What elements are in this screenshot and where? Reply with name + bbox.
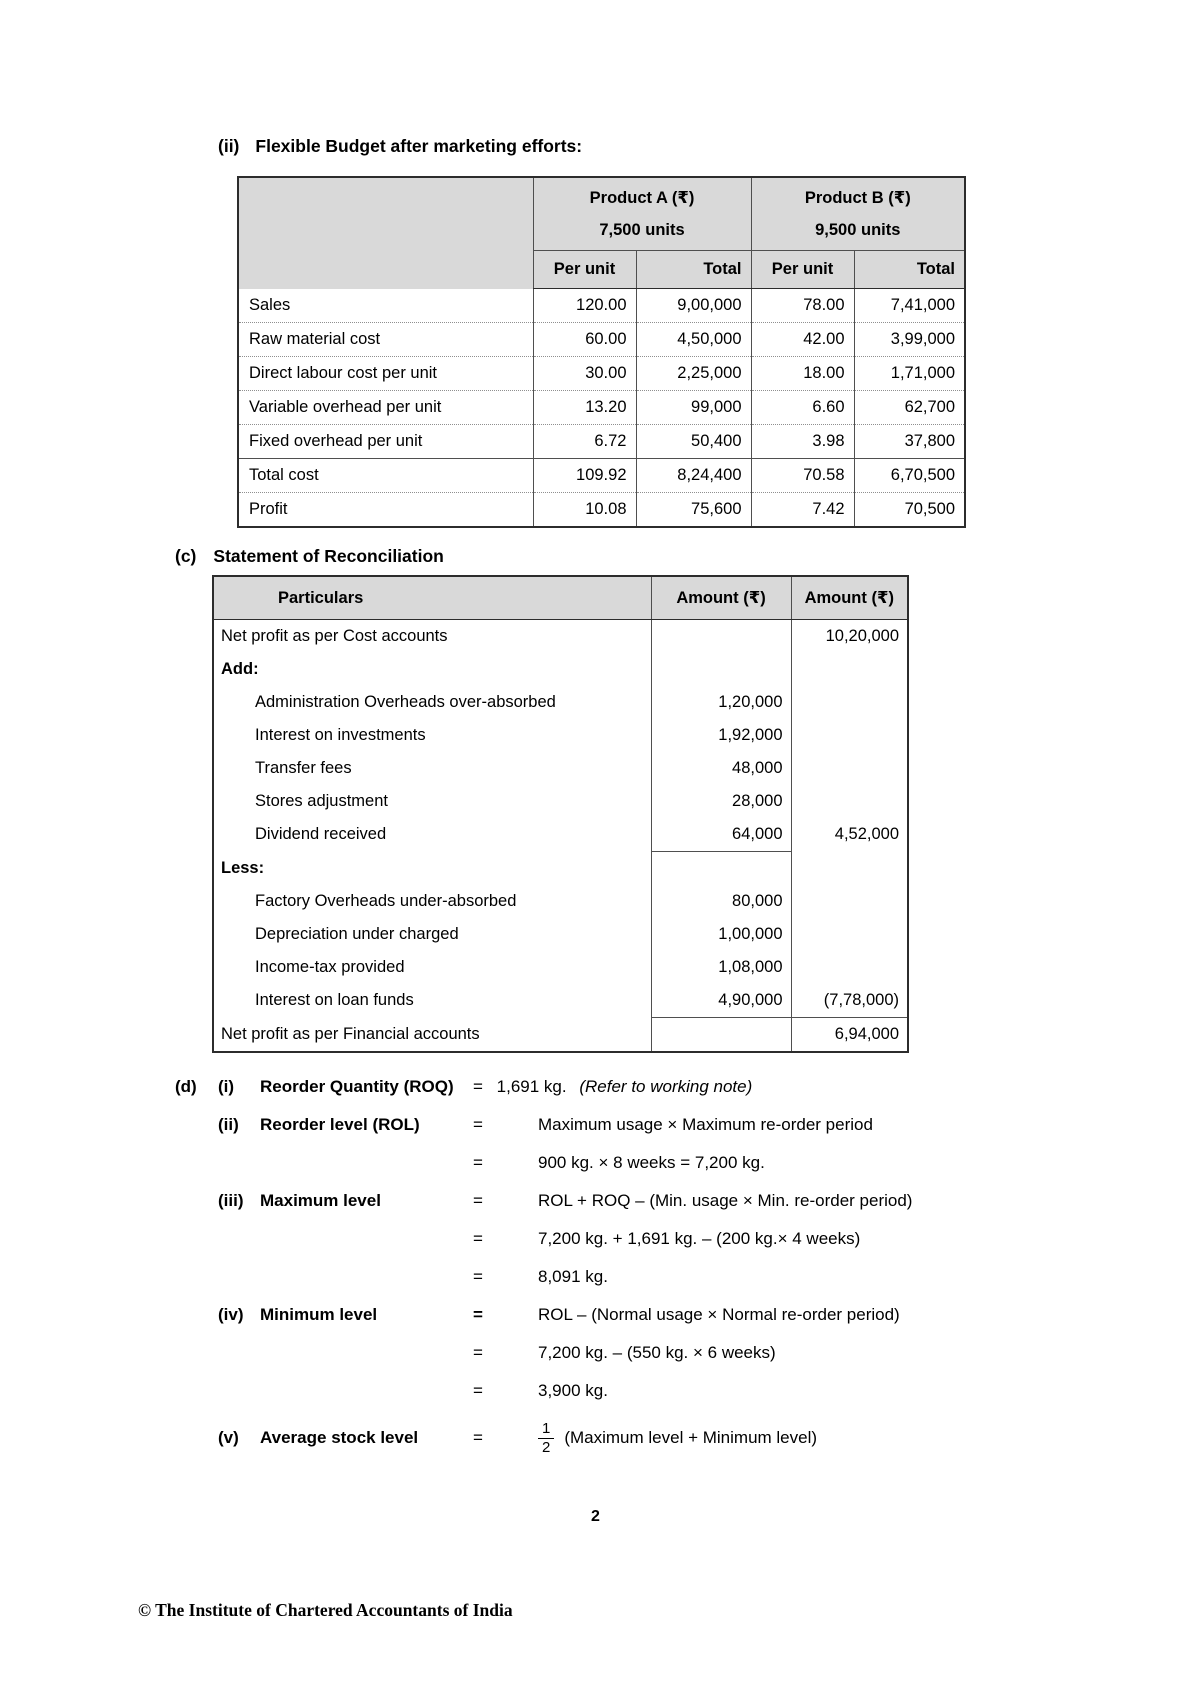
formula-row <box>175 1220 1065 1258</box>
item-label: Reorder level (ROL) <box>260 1115 420 1134</box>
b-total-value: 37,800 <box>854 425 965 459</box>
a-total-value: 2,25,000 <box>636 357 751 391</box>
b-per-unit-value: 78.00 <box>751 289 854 323</box>
col-amount-1: Amount (₹) <box>651 576 791 620</box>
formula-row <box>175 1334 1065 1372</box>
one-half-fraction <box>538 1420 554 1457</box>
section-c-title: Statement of Reconciliation <box>213 546 444 566</box>
amount-2: (7,78,000) <box>791 984 908 1018</box>
fraction-denominator: 2 <box>542 1438 551 1456</box>
formula-line: 8,091 kg. <box>538 1267 608 1286</box>
amount-1: 1,20,000 <box>651 686 791 719</box>
equals-sign: = <box>473 1428 483 1447</box>
stock-level-row-iii <box>175 1182 1065 1220</box>
product-b-name: Product B (₹) <box>804 189 911 207</box>
row-label: Sales <box>238 289 533 323</box>
amount-1: 80,000 <box>651 885 791 918</box>
a-per-unit-value: 30.00 <box>533 357 636 391</box>
product-a-header <box>533 177 751 251</box>
amount-2 <box>791 951 908 984</box>
a-per-unit-value: 120.00 <box>533 289 636 323</box>
amount-2 <box>791 752 908 785</box>
reconciliation-table <box>212 575 909 1053</box>
table-row <box>213 653 908 686</box>
table-row <box>213 1018 908 1053</box>
equals-sign: = <box>473 1115 483 1134</box>
item-label: Minimum level <box>260 1305 378 1324</box>
table-row <box>238 323 965 357</box>
b-per-unit-value: 18.00 <box>751 357 854 391</box>
b-per-unit-value: 70.58 <box>751 459 854 493</box>
section-ii-heading <box>218 136 582 157</box>
row-label: Depreciation under charged <box>255 925 459 943</box>
row-label: Less: <box>221 858 265 877</box>
col-a-total: Total <box>636 251 751 289</box>
row-label: Dividend received <box>255 825 387 844</box>
formula-row <box>175 1144 1065 1182</box>
row-label: Fixed overhead per unit <box>238 425 533 459</box>
b-total-value: 6,70,500 <box>854 459 965 493</box>
a-total-value: 9,00,000 <box>636 289 751 323</box>
item-number: (iv) <box>218 1305 244 1324</box>
b-total-value: 3,99,000 <box>854 323 965 357</box>
col-particulars: Particulars <box>213 576 651 620</box>
roq-value: 1,691 kg. <box>496 1077 567 1096</box>
item-label: Average stock level <box>260 1428 419 1447</box>
formula-line: 3,900 kg. <box>538 1381 608 1400</box>
product-b-header <box>751 177 965 251</box>
a-total-value: 8,24,400 <box>636 459 751 493</box>
row-label: Administration Overheads over-absorbed <box>255 693 556 711</box>
table-row <box>238 289 965 323</box>
amount-2 <box>791 852 908 886</box>
table-row <box>238 425 965 459</box>
amount-2 <box>791 719 908 752</box>
table-row <box>213 752 908 785</box>
average-stock-formula: (Maximum level + Minimum level) <box>564 1428 818 1447</box>
amount-1: 28,000 <box>651 785 791 818</box>
equals-sign: = <box>473 1191 483 1210</box>
product-a-name: Product A (₹) <box>589 189 695 207</box>
a-per-unit-value: 109.92 <box>533 459 636 493</box>
amount-1: 4,90,000 <box>651 984 791 1018</box>
amount-1: 1,08,000 <box>651 951 791 984</box>
b-per-unit-value: 3.98 <box>751 425 854 459</box>
equals-sign: = <box>473 1381 483 1400</box>
amount-1: 1,92,000 <box>651 719 791 752</box>
row-label: Interest on loan funds <box>255 991 414 1010</box>
amount-2 <box>791 885 908 918</box>
row-label: Stores adjustment <box>255 792 388 810</box>
col-amount-2: Amount (₹) <box>791 576 908 620</box>
b-per-unit-value: 7.42 <box>751 493 854 528</box>
row-label: Profit <box>238 493 533 528</box>
row-label: Add: <box>221 660 259 678</box>
col-a-per-unit: Per unit <box>533 251 636 289</box>
item-number: (v) <box>218 1428 239 1447</box>
table-header-row <box>213 576 908 620</box>
equals-sign: = <box>473 1267 483 1286</box>
table-row <box>213 620 908 654</box>
a-total-value: 4,50,000 <box>636 323 751 357</box>
table-row <box>238 357 965 391</box>
a-total-value: 75,600 <box>636 493 751 528</box>
a-total-value: 99,000 <box>636 391 751 425</box>
formula-row <box>175 1258 1065 1296</box>
item-label: Reorder Quantity (ROQ) <box>260 1077 454 1096</box>
equals-sign: = <box>473 1153 483 1172</box>
a-per-unit-value: 60.00 <box>533 323 636 357</box>
equals-sign: = <box>473 1305 483 1324</box>
a-total-value: 50,400 <box>636 425 751 459</box>
row-label: Transfer fees <box>255 759 352 777</box>
row-label: Net profit as per Financial accounts <box>221 1024 480 1043</box>
section-d-label: (d) <box>175 1077 197 1096</box>
corner-cell <box>238 177 533 289</box>
amount-1: 64,000 <box>651 818 791 852</box>
equals-sign: = <box>473 1343 483 1362</box>
table-row <box>213 918 908 951</box>
amount-1 <box>651 852 791 886</box>
equals-sign: = <box>473 1077 483 1096</box>
b-total-value: 62,700 <box>854 391 965 425</box>
fraction-numerator: 1 <box>538 1420 554 1439</box>
amount-1: 1,00,000 <box>651 918 791 951</box>
row-label: Total cost <box>238 459 533 493</box>
item-number: (iii) <box>218 1191 244 1210</box>
table-row <box>213 852 908 886</box>
table-header-row <box>238 177 965 251</box>
stock-level-row-iv <box>175 1296 1065 1334</box>
table-row <box>213 984 908 1018</box>
stock-level-row-i <box>175 1068 1065 1106</box>
b-per-unit-value: 6.60 <box>751 391 854 425</box>
table-row <box>213 885 908 918</box>
table-row <box>213 719 908 752</box>
a-per-unit-value: 13.20 <box>533 391 636 425</box>
col-b-per-unit: Per unit <box>751 251 854 289</box>
b-total-value: 70,500 <box>854 493 965 528</box>
table-row <box>213 951 908 984</box>
item-number: (i) <box>218 1077 235 1096</box>
amount-1 <box>651 1018 791 1053</box>
amount-2 <box>791 785 908 818</box>
section-c-label: (c) <box>175 546 197 566</box>
item-label: Maximum level <box>260 1191 381 1210</box>
amount-1 <box>651 620 791 654</box>
amount-2: 4,52,000 <box>791 818 908 852</box>
amount-2 <box>791 653 908 686</box>
amount-2: 10,20,000 <box>791 620 908 654</box>
table-row <box>213 686 908 719</box>
section-ii-label: (ii) <box>218 136 240 156</box>
row-label: Income-tax provided <box>255 958 405 976</box>
amount-1 <box>651 653 791 686</box>
row-label: Direct labour cost per unit <box>238 357 533 391</box>
page-number: 2 <box>591 1508 600 1525</box>
amount-2 <box>791 686 908 719</box>
product-a-units: 7,500 units <box>599 221 685 239</box>
table-row <box>213 785 908 818</box>
amount-2: 6,94,000 <box>791 1018 908 1053</box>
a-per-unit-value: 10.08 <box>533 493 636 528</box>
col-b-total: Total <box>854 251 965 289</box>
section-c-heading <box>175 546 444 567</box>
row-label: Net profit as per Cost accounts <box>221 627 448 645</box>
copyright-footer: © The Institute of Chartered Accountants of India <box>138 1600 513 1620</box>
row-label: Interest on investments <box>255 726 426 744</box>
section-ii-title: Flexible Budget after marketing efforts: <box>255 136 583 156</box>
amount-1: 48,000 <box>651 752 791 785</box>
formula-line: 7,200 kg. – (550 kg. × 6 weeks) <box>538 1343 776 1362</box>
equals-sign: = <box>473 1229 483 1248</box>
b-total-value: 1,71,000 <box>854 357 965 391</box>
b-per-unit-value: 42.00 <box>751 323 854 357</box>
a-per-unit-value: 6.72 <box>533 425 636 459</box>
formula-line: ROL + ROQ – (Min. usage × Min. re-order period) <box>538 1191 913 1210</box>
working-note-reference: (Refer to working note) <box>579 1077 753 1096</box>
row-label: Variable overhead per unit <box>238 391 533 425</box>
stock-level-row-ii <box>175 1106 1065 1144</box>
table-row-total-cost <box>238 459 965 493</box>
table-row <box>238 391 965 425</box>
table-row <box>213 818 908 852</box>
formula-line: ROL – (Normal usage × Normal re-order period) <box>538 1305 900 1324</box>
section-d-workings <box>175 1068 1065 1466</box>
row-label: Raw material cost <box>238 323 533 357</box>
formula-line <box>538 1420 1065 1457</box>
item-value-line <box>473 1077 1065 1097</box>
table-row-profit <box>238 493 965 528</box>
formula-line: 7,200 kg. + 1,691 kg. – (200 kg.× 4 weeks) <box>538 1229 861 1248</box>
amount-2 <box>791 918 908 951</box>
formula-line: Maximum usage × Maximum re-order period <box>538 1115 873 1134</box>
formula-row <box>175 1372 1065 1410</box>
formula-line: 900 kg. × 8 weeks = 7,200 kg. <box>538 1153 765 1172</box>
stock-level-row-v <box>175 1410 1065 1466</box>
row-label: Factory Overheads under-absorbed <box>255 892 517 910</box>
product-b-units: 9,500 units <box>815 221 901 239</box>
b-total-value: 7,41,000 <box>854 289 965 323</box>
item-number: (ii) <box>218 1115 239 1134</box>
flexible-budget-table <box>237 176 966 528</box>
